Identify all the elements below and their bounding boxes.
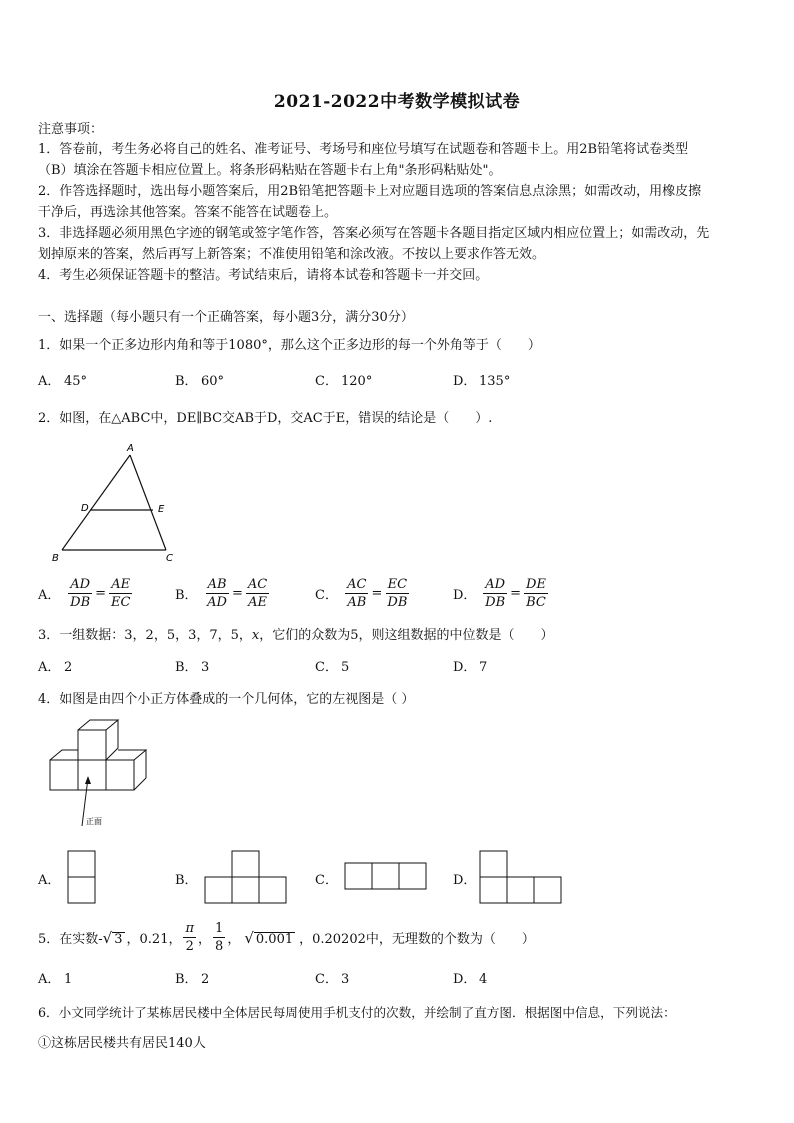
q1-option-d: D． 135° [453,374,511,389]
q4-option-c: C． [315,873,338,888]
q5-option-c: C． 3 [315,972,350,987]
fraction: $\frac{AD}{DB}$ [485,577,506,610]
question-4-stem: 4．如图是由四个小正方体叠成的一个几何体，它的左视图是（ ） [38,692,415,707]
fraction-pi-over-2: $\frac{\pi}{2}$ [185,921,195,954]
label-d: D [81,503,89,514]
page-title: 2021-2022中考数学模拟试卷 [273,92,521,112]
sqrt-expression: √ 0.001 [244,928,294,947]
note-line: （B）填涂在答题卡相应位置上。将条形码粘贴在答题卡右上角"条形码粘贴处"。 [38,163,502,178]
q2-option-d: D． $\frac{AD}{DB}$ = $\frac{DE}{BC}$ [453,577,546,610]
q4-option-d-figure [479,850,563,906]
q5-option-a: A． 1 [38,972,73,987]
label-c: C [166,553,173,564]
cube-solid-figure [44,718,164,830]
fraction: $\frac{AD}{DB}$ [70,577,91,610]
q4-option-b-figure [204,850,288,906]
fraction-1-over-8: $\frac{1}{8}$ [215,921,224,954]
fraction: $\frac{AC}{AB}$ [347,577,367,610]
sqrt-expression: √ 3 [102,928,123,947]
question-6-stem: 6．小文同学统计了某栋居民楼中全体居民每周使用手机支付的次数，并绘制了直方图．根据图中信息，下列说法： [38,1005,676,1020]
q2-option-b: B． $\frac{AB}{AD}$ = $\frac{AC}{AE}$ [175,577,268,610]
fraction: $\frac{AC}{AE}$ [247,577,268,610]
fraction: $\frac{AE}{EC}$ [111,577,131,610]
fraction: $\frac{AB}{AD}$ [207,577,227,610]
q2-option-a: A． $\frac{AD}{DB}$ = $\frac{AE}{EC}$ [38,577,131,610]
q1-option-b: B． 60° [175,374,225,389]
fraction: $\frac{EC}{DB}$ [387,577,408,610]
note-line: 3．非选择题必须用黑色字迹的钢笔或签字笔作答，答案必须写在答题卡各题目指定区域内相应位置上；如需改动，先 [38,226,710,241]
front-label: 正面 [86,817,102,826]
question-1-stem: 1．如果一个正多边形内角和等于1080°，那么这个正多边形的每一个外角等于（ ） [38,338,541,353]
notes-heading: 注意事项： [38,122,104,137]
note-line: 2．作答选择题时，选出每小题答案后，用2B铅笔把答题卡上对应题目选项的答案信息点涂黑；如需改动，用橡皮擦 [38,184,702,199]
note-line: 干净后，再选涂其他答案。答案不能答在试题卷上。 [38,205,338,220]
q4-option-c-figure [344,862,428,892]
q3-option-d: D． 7 [453,660,488,675]
note-line: 划掉原来的答案，然后再写上新答案；不准使用铅笔和涂改液。不按以上要求作答无效。 [38,247,546,262]
note-line: 1．答卷前，考生务必将自己的姓名、准考证号、考场号和座位号填写在试题卷和答题卡上。用2B铅笔将试卷类型 [38,142,689,157]
q4-option-a-figure [67,850,97,906]
question-5-stem: 5．在实数- √ 3 ，0.21， $\frac{\pi}{2}$ ， $\frac{1}{8}$ ， √ 0.001 ，0.20202中，无理数的个数为（ ） [38,921,535,954]
label-b: B [52,553,59,564]
q4-option-a: A． [38,873,61,888]
q4-option-b: B． [175,873,198,888]
triangle-figure [48,440,188,570]
q1-option-a: A． 45° [38,374,88,389]
q3-option-b: B． 3 [175,660,210,675]
q3-option-c: C． 5 [315,660,350,675]
q5-option-d: D． 4 [453,972,488,987]
note-line: 4．考生必须保证答题卡的整洁。考试结束后，请将本试卷和答题卡一并交回。 [38,268,489,283]
section-heading: 一、选择题（每小题只有一个正确答案，每小题3分，满分30分） [38,310,414,325]
fraction: $\frac{DE}{BC}$ [526,577,546,610]
label-a: A [127,443,134,454]
question-3-stem: 3．一组数据：3，2，5，3，7，5，x，它们的众数为5，则这组数据的中位数是（ ） [38,628,554,643]
q1-option-c: C． 120° [315,374,373,389]
question-6-item-1: ①这栋居民楼共有居民140人 [38,1036,206,1051]
q2-option-c: C． $\frac{AC}{AB}$ = $\frac{EC}{DB}$ [315,577,408,610]
label-e: E [158,504,165,515]
q5-option-b: B． 2 [175,972,210,987]
q4-option-d: D． [453,873,477,888]
q3-option-a: A． 2 [38,660,73,675]
question-2-stem: 2．如图，在△ABC中，DE∥BC交AB于D，交AC于E，错误的结论是（ ）. [38,411,493,426]
